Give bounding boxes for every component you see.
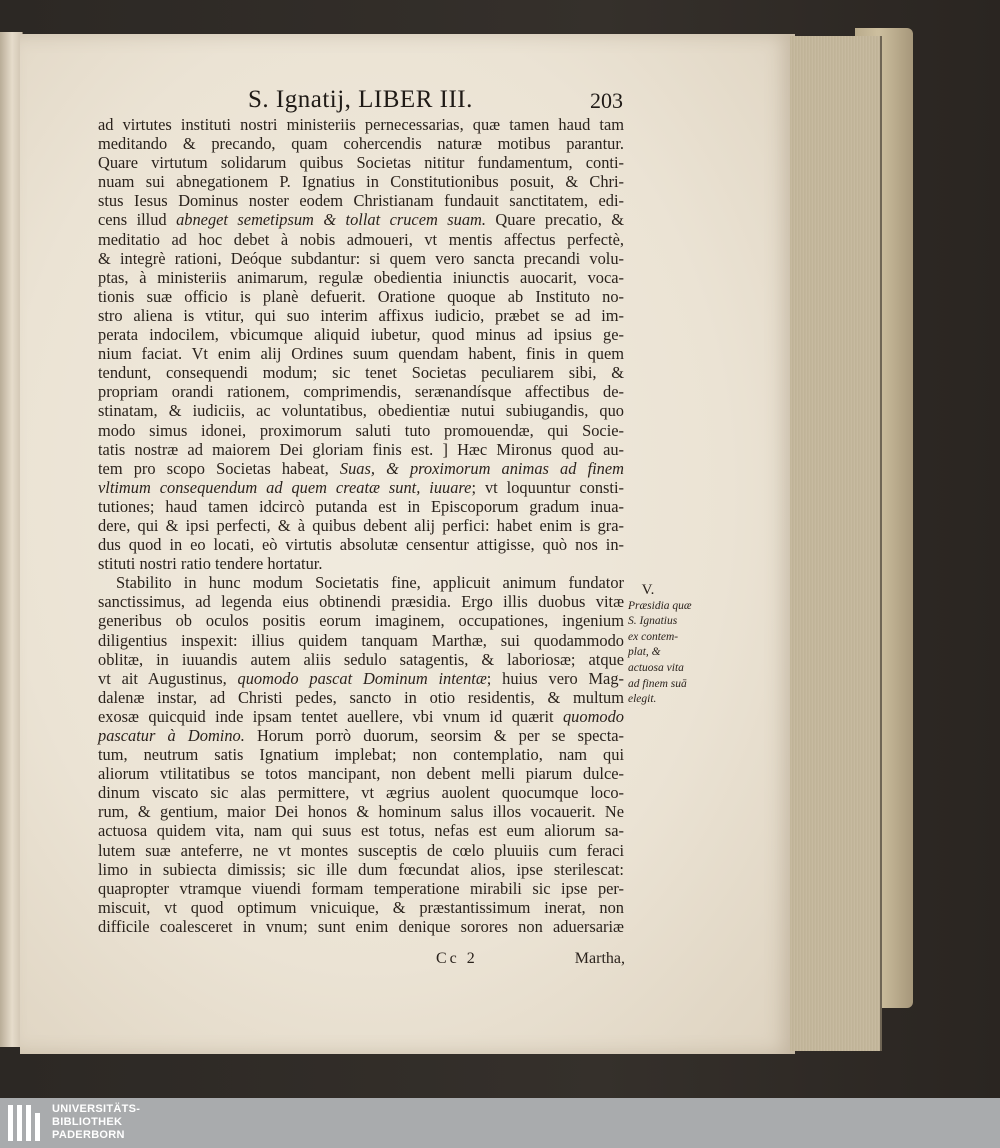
text-line bbox=[98, 230, 624, 249]
body-text bbox=[98, 115, 624, 936]
text-line-content: oblitæ, in iuuandis autem aliis sedulo satagentis, & laboriosæ; atque bbox=[98, 649, 624, 669]
text-line bbox=[98, 860, 624, 879]
text-line-content: stinatam, & iudiciis, ac voluntatibus, obedientiæ nutui subiugandis, quo bbox=[98, 401, 624, 421]
text-line bbox=[98, 382, 624, 401]
text-line bbox=[98, 287, 624, 306]
text-line bbox=[98, 631, 624, 650]
marginal-line: ex contem- bbox=[628, 630, 679, 643]
italic-phrase: pascatur à Domino. bbox=[98, 726, 245, 745]
text-line bbox=[98, 516, 624, 535]
text-line-content: actuosa quidem vita, nam qui suus est totus, nefas est eum aliorum sa- bbox=[98, 821, 624, 841]
text-line bbox=[98, 268, 624, 287]
text-line-content: cens illud bbox=[98, 210, 177, 230]
marginal-number: V. bbox=[641, 582, 655, 598]
text-line-content: diligentius inspexit: illius quidem tanquam Marthæ, sui quodammodo bbox=[98, 630, 624, 650]
library-name-line: BIBLIOTHEK bbox=[52, 1116, 123, 1128]
library-name-line: PADERBORN bbox=[52, 1129, 125, 1141]
text-line-content: ; vt loquuntur consti- bbox=[471, 477, 624, 497]
library-name bbox=[52, 1103, 140, 1142]
text-line bbox=[98, 783, 624, 802]
text-line bbox=[98, 325, 624, 344]
text-line bbox=[98, 535, 624, 554]
italic-phrase: abneget semetipsum & tollat crucem suam. bbox=[176, 210, 486, 230]
text-line-content: rum, & gentium, maior Dei honos & hominum salus illos vocauerit. Ne bbox=[98, 802, 624, 822]
text-line bbox=[98, 191, 624, 210]
text-line bbox=[98, 172, 624, 191]
text-line-content: sanctissimus, ad legenda eius obtinendi præsidia. Ergo illis duobus vitæ bbox=[98, 592, 624, 612]
marginal-line: actuosa vita bbox=[628, 661, 684, 674]
text-line bbox=[98, 153, 624, 172]
library-logo-icon bbox=[8, 1105, 48, 1141]
text-line bbox=[98, 879, 624, 898]
text-line bbox=[98, 611, 624, 630]
library-name-line: UNIVERSITÄTS- bbox=[52, 1103, 141, 1115]
text-line-content: nium faciat. Vt enim alij Ordines suum quendam habent, finis in quem bbox=[98, 344, 624, 364]
text-line-content: nuam sui abnegationem P. Ignatius in Constitutionibus posuit, & Chri- bbox=[98, 172, 624, 192]
text-line bbox=[98, 898, 624, 917]
text-line-content: tendunt, consequendi modum; sic tenet Societas peculiarem sibi, & bbox=[98, 363, 624, 383]
marginal-line: Præsidia quæ bbox=[628, 599, 692, 612]
marginal-line: ad finem suā bbox=[628, 677, 687, 690]
page-header bbox=[100, 86, 623, 116]
text-line bbox=[98, 401, 624, 420]
text-line-content: Stabilito in hunc modum Societatis fine, applicuit animum fundator bbox=[116, 573, 624, 593]
text-line-content: meditando & precando, quam cohercendis naturæ motibus parantur. bbox=[98, 134, 624, 154]
text-line-content: & integrè rationi, Deóque subdantur: si quem vero sancta precandi volu- bbox=[98, 248, 624, 268]
marginal-line: S. Ignatius bbox=[628, 615, 678, 628]
text-line-content: stro aliena is vtitur, qui suo interim affixus iudicio, præbet se ad im- bbox=[98, 305, 624, 325]
text-line-content: Quare precatio, & bbox=[485, 210, 624, 230]
text-line bbox=[98, 210, 624, 229]
text-line-content: ptas, à ministeriis animarum, regulæ obedientia iniunctis auocarit, voca- bbox=[98, 267, 624, 287]
text-line-content: propriam orandi rationem, comprimendis, serænandísque affectibus de- bbox=[98, 382, 624, 402]
text-line bbox=[98, 306, 624, 325]
text-line bbox=[98, 764, 624, 783]
text-line bbox=[98, 841, 624, 860]
catchword: Martha, bbox=[574, 950, 625, 967]
text-line-content: lutem suæ anteferre, ne vt montes susceptis de cœlo pluuiis cum feraci bbox=[98, 840, 624, 860]
page-number: 203 bbox=[590, 88, 623, 113]
text-line bbox=[98, 669, 624, 688]
text-line bbox=[98, 554, 624, 573]
text-line bbox=[98, 440, 624, 459]
text-line bbox=[98, 363, 624, 382]
text-line bbox=[98, 497, 624, 516]
text-line bbox=[98, 821, 624, 840]
marginal-line: plat, & bbox=[628, 646, 661, 659]
italic-phrase: Suas, & proximorum animas ad finem bbox=[339, 458, 624, 478]
italic-phrase: vltimum consequendum ad quem creatæ sunt, iuuare bbox=[98, 477, 472, 497]
text-line-content: tem pro scopo Societas habeat, bbox=[98, 458, 340, 478]
text-line bbox=[98, 917, 624, 936]
text-line bbox=[98, 459, 624, 478]
page-footer bbox=[430, 950, 625, 974]
text-line-content: Quare virtutum solidarum quibus Societas nititur fundamentum, conti- bbox=[98, 153, 624, 173]
text-line bbox=[98, 688, 624, 707]
text-line bbox=[98, 573, 624, 592]
text-line-content: modo simus idonei, proximorum saluti tuto promouendæ, qui Socie- bbox=[98, 420, 624, 440]
text-line-content: tatis nostræ ad maiorem Dei gloriam finis est. ] Hæc Mironus quod au- bbox=[98, 439, 624, 459]
text-line bbox=[98, 707, 624, 726]
text-line-content: perata indocilem, vbicumque aliquid iubetur, quod minus ad ipsius ge- bbox=[98, 325, 624, 345]
text-line-content: Horum porrò duorum, seorsim & per se specta- bbox=[244, 726, 624, 745]
library-banner bbox=[0, 1098, 1000, 1148]
text-line-content: tum, neutrum satis Ignatium implebat; non contemplatio, nam qui bbox=[98, 745, 624, 765]
text-line-content: difficile coalesceret in vnum; sunt enim denique sorores non aduersariæ bbox=[98, 916, 624, 936]
text-line bbox=[98, 650, 624, 669]
text-line-content: quapropter vtramque viuendi formam temperatione mirabili sic ipse per- bbox=[98, 878, 624, 898]
text-line-content: aliorum vtilitatibus se totos mancipant, non debent melli piarum dulce- bbox=[98, 764, 624, 784]
text-line-content: stituti nostri ratio tendere hortatur. bbox=[98, 554, 323, 574]
text-line-content: dalenæ instar, ad Christi pedes, sancto in otio residentis, & multum bbox=[98, 687, 624, 707]
text-line bbox=[98, 802, 624, 821]
text-line-content: vt ait Augustinus, bbox=[98, 668, 238, 688]
text-line-content: exosæ quicquid inde ipsam tentet auellere, vbi vnum id quærit bbox=[98, 706, 563, 726]
text-line bbox=[98, 421, 624, 440]
text-line bbox=[98, 592, 624, 611]
text-line-content: stus Iesus Dominus noster eodem Christianam fundauit sanctitatem, edi- bbox=[98, 191, 624, 211]
text-line-content: ; huius vero Mag- bbox=[486, 668, 624, 688]
text-line-content: ad virtutes instituti nostri ministeriis pernecessarias, quæ tamen haud tam bbox=[98, 115, 624, 134]
text-line-content: tutiones; haud tamen idcircò putanda est in Episcoporum gradum inua- bbox=[98, 496, 624, 516]
text-line bbox=[98, 726, 624, 745]
text-line-content: limo in subiecta dimissis; sic ille dum fœcundat alios, ipse sterilescat: bbox=[98, 859, 624, 879]
italic-phrase: quomodo bbox=[562, 706, 624, 726]
marginal-note bbox=[628, 583, 708, 708]
page-edges bbox=[790, 36, 882, 1051]
text-line bbox=[98, 745, 624, 764]
text-line-content: dinum viscato sic alas permittere, vt ægrius auolent quocumque loco- bbox=[98, 783, 624, 803]
text-line-content: miscuit, vt quod optimum vnicuique, & præstantissimum inerat, non bbox=[98, 897, 624, 917]
text-line-content: meditatio ad hoc debet à nobis admoueri, vt mentis affectus perfectè, bbox=[98, 229, 624, 249]
signature-mark: Cc 2 bbox=[436, 950, 478, 967]
text-line bbox=[98, 115, 624, 134]
text-line-content: dere, qui & ipsi perfecti, & à quibus debent alij perfici: habet enim is gra- bbox=[98, 515, 624, 535]
text-line bbox=[98, 134, 624, 153]
text-line-content: tionis suæ officio is planè defuerit. Oratione quoque ab Instituto no- bbox=[98, 286, 624, 306]
text-line bbox=[98, 478, 624, 497]
text-line bbox=[98, 344, 624, 363]
text-line bbox=[98, 249, 624, 268]
running-head: S. Ignatij, LIBER III. bbox=[248, 86, 473, 113]
marginal-line: elegit. bbox=[628, 693, 657, 706]
italic-phrase: quomodo pascat Dominum intentæ bbox=[237, 668, 487, 688]
text-line-content: dus quod in eo locati, eò virtutis absolutæ censentur attigisse, quò nos in- bbox=[98, 535, 624, 555]
text-line-content: generibus ob oculos positis eorum imaginem, occupationes, ingenium bbox=[98, 611, 624, 631]
